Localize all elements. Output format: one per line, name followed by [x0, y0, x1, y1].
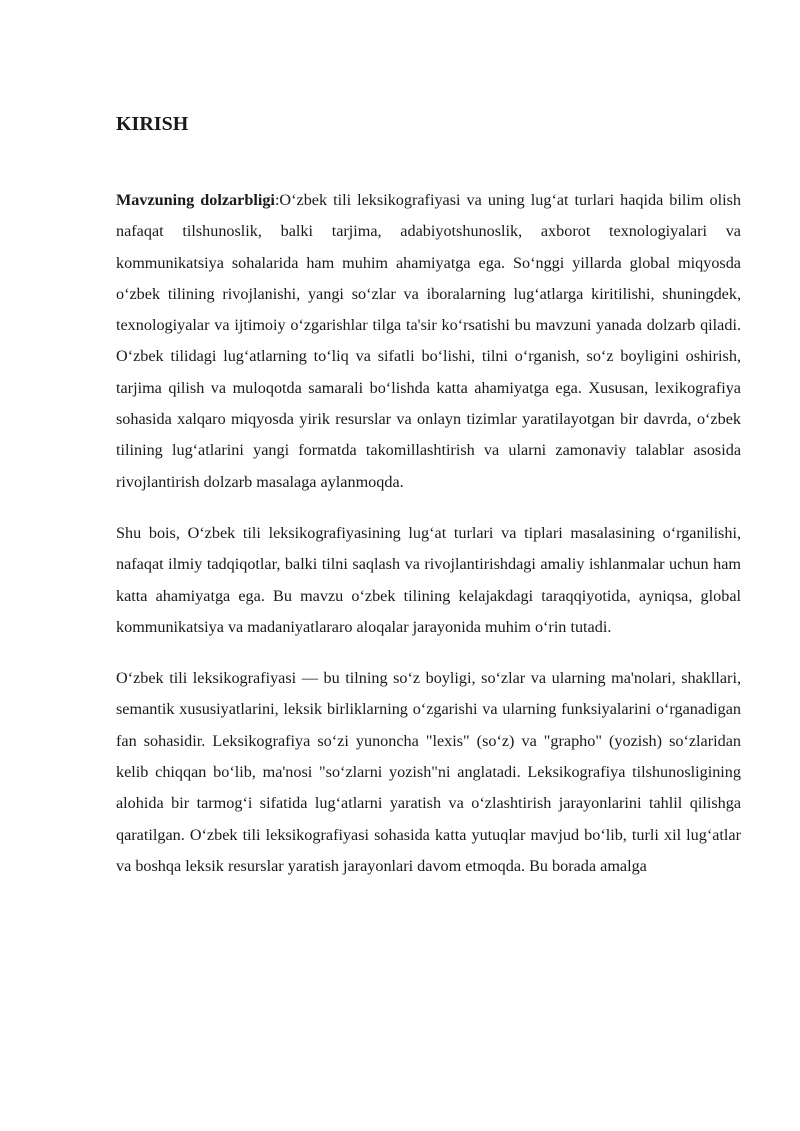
- paragraph-definition: [116, 663, 741, 882]
- paragraph-lead: Mavzuning dolzarbligi: [116, 191, 275, 209]
- paragraph-relevance: [116, 185, 741, 498]
- paragraph-text: :O‘zbek tili leksikografiyasi va uning lug‘at turlari haqida bilim olish nafaqat tilshunoslik, balki tarjima, adabiyotshunoslik, axborot texnologiyalari va kommunikatsiya sohalarida ham muhim ahamiyatga ega. So‘nggi yillarda global miqyosda o‘zbek tilining rivojlanishi, yangi so‘zlar va iboralarning lug‘atlarga kiritilishi, shuningdek, texnologiyalar va ijtimoiy o‘zgarishlar tilga ta'sir ko‘rsatishi bu mavzuni yanada dolzarb qiladi. O‘zbek tilidagi lug‘atlarning to‘liq va sifatli bo‘lishi, tilni o‘rganish, so‘z boyligini oshirish, tarjima qilish va muloqotda samarali bo‘lishda katta ahamiyatga ega. Xususan, lexikografiya sohasida xalqaro miqyosda yirik resurslar va onlayn tizimlar yaratilayotgan bir davrda, o‘zbek tilining lug‘atlarini yangi formatda takomillashtirish va ularni zamonaviy talablar asosida rivojlantirish dolzarb masalaga aylanmoqda.: [116, 191, 741, 491]
- paragraph-text: Shu bois, O‘zbek tili leksikografiyasining lug‘at turlari va tiplari masalasining o‘rganilishi, nafaqat ilmiy tadqiqotlar, balki tilni saqlash va rivojlantirishdagi amaliy ishlanmalar uchun ham katta ahamiyatga ega. Bu mavzu o‘zbek tilining kelajakdagi taraqqiyotida, ayniqsa, global kommunikatsiya va madaniyatlararo aloqalar jarayonida muhim o‘rin tutadi.: [116, 523, 741, 636]
- document-page: [116, 104, 741, 902]
- section-heading: KIRISH: [116, 113, 189, 135]
- paragraph-significance: [116, 518, 741, 643]
- paragraph-text: O‘zbek tili leksikografiyasi — bu tilning so‘z boyligi, so‘zlar va ularning ma'nolari, shakllari, semantik xususiyatlarini, leksik birliklarning o‘zgarishi va ularning funksiyalarini o‘rganadigan fan sohasidir. Leksikografiya so‘zi yunoncha "lexis" (so‘z) va "grapho" (yozish) so‘zlaridan kelib chiqqan bo‘lib, ma'nosi "so‘zlarni yozish"ni anglatadi. Leksikografiya tilshunosligining alohida bir tarmog‘i sifatida lug‘atlarni yaratish va o‘zlashtirish jarayonlarini tahlil qilishga qaratilgan. O‘zbek tili leksikografiyasi sohasida katta yutuqlar mavjud bo‘lib, turli xil lug‘atlar va boshqa leksik resurslar yaratish jarayonlari davom etmoqda. Bu borada amalga: [116, 669, 741, 875]
